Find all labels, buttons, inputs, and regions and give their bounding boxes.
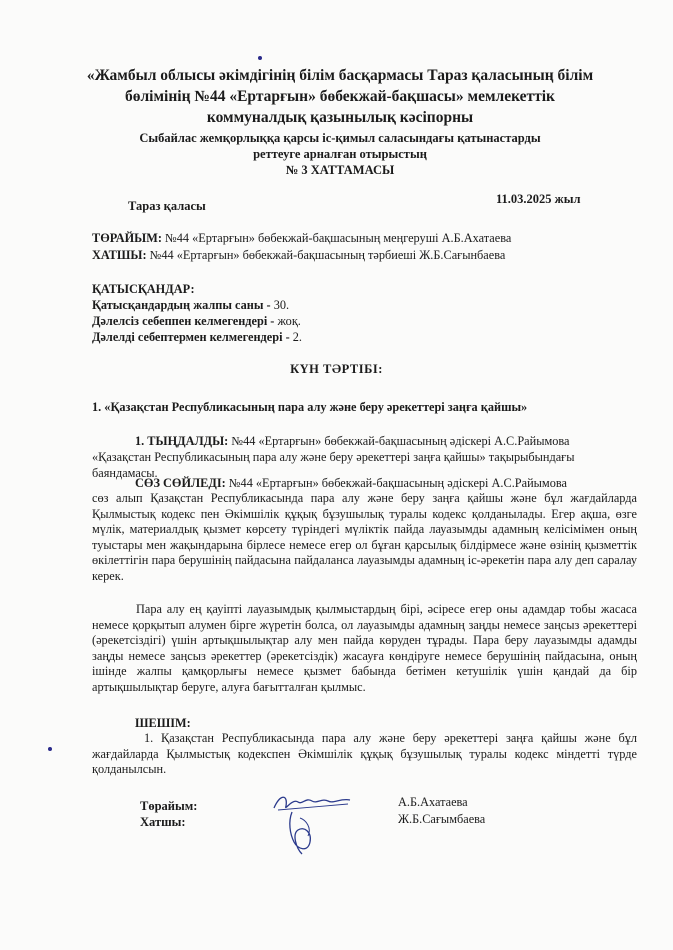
agenda-title: КҮН ТӘРТІБІ: bbox=[290, 362, 383, 376]
secretary-name: Ж.Б.Сағымбаева bbox=[398, 812, 486, 826]
listened-text-1: №44 «Ертарғын» бөбекжай-бақшасының әдіскері А.С.Райымова bbox=[228, 434, 570, 448]
chair-name: А.Б.Ахатаева bbox=[398, 795, 468, 809]
chair-signature-label: Төрайым: bbox=[140, 799, 198, 813]
chair-label: ТӨРАЙЫМ: bbox=[92, 231, 162, 245]
listened-line-1 bbox=[135, 433, 635, 449]
listened-line-2: «Қазақстан Республикасының пара алу және беру әрекеттері заңға қайшы» тақырыбындағы bbox=[92, 450, 575, 464]
agenda-item-1: 1. «Қазақстан Республикасының пара алу және беру әрекеттері заңға қайшы» bbox=[92, 400, 528, 414]
decision-title: ШЕШІМ: bbox=[135, 716, 191, 730]
listened-label: 1. ТЫҢДАЛДЫ: bbox=[135, 434, 229, 448]
absent-no-reason-value: жоқ. bbox=[274, 314, 301, 328]
decision-text: 1. Қазақстан Республикасында пара алу және беру әрекеттері заңға қайшы және бұл жағдайларда Қылмыстық кодекспен Әкімшілік құқық бұзушылық туралы кодекс міндетті түрде қолданылсын. bbox=[92, 731, 637, 776]
spoke-label: СӨЗ СӨЙЛЕДІ: bbox=[135, 476, 226, 490]
ink-dot bbox=[258, 56, 262, 60]
meeting-subtitle-line-1: Сыбайлас жемқорлыққа қарсы іс-қимыл саласындағы қатынастарды bbox=[139, 131, 541, 145]
absent-no-reason bbox=[92, 313, 301, 329]
spoke-first: №44 «Ертарғын» бөбекжай-бақшасының әдіскері А.С.Райымова bbox=[225, 476, 567, 490]
secretary-signature-label: Хатшы: bbox=[140, 815, 186, 829]
secretary-line bbox=[92, 247, 612, 263]
protocol-number: № 3 ХАТТАМАСЫ bbox=[285, 163, 395, 177]
absent-with-reason bbox=[92, 329, 302, 345]
spoke-paragraph-2: Пара алу ең қауіпті лауазымдық қылмыстардың бірі, әсіресе егер оны адамдар тобы жасаса немесе қорқытып алумен бірге жүретін болса, ол лауазымды адамның заңды немесе заңсыз әрекеттері (әрекетсіздігі) үшін артықшылықтар алу мен пайда көруден тұрады. Пара беру лауазымды адамды заңды немесе заңсыз әрекеттер (әрекетсіздік) жасауға көндіруге немесе берушінің пайдасына, оның ішінде жалпы қамқорлығы немесе қызмет бабында бетімен кетушілік үшін қандай да бір артықшылықтар беруге, алуға бағытталған қылмыс. bbox=[92, 602, 637, 694]
date: 11.03.2025 жыл bbox=[496, 192, 581, 206]
meeting-subtitle bbox=[120, 130, 560, 178]
absent-no-reason-label: Дәлелсіз себеппен келмегендері - bbox=[92, 314, 275, 328]
absent-with-reason-value: 2. bbox=[289, 330, 302, 344]
chair-line bbox=[92, 230, 612, 246]
listened-line-3: баяндамасы. bbox=[92, 466, 158, 480]
meeting-subtitle-line-2: реттеуге арналған отырыстың bbox=[253, 147, 427, 161]
place: Тараз қаласы bbox=[128, 199, 206, 213]
absent-with-reason-label: Дәлелді себептермен келмегендері - bbox=[92, 330, 290, 344]
spoke-line-1 bbox=[135, 475, 635, 491]
secretary-label: ХАТШЫ: bbox=[92, 248, 147, 262]
participants-title: ҚАТЫСҚАНДАР: bbox=[92, 282, 195, 296]
participants-total-label: Қатысқандардың жалпы саны - bbox=[92, 298, 271, 312]
chair-text: №44 «Ертарғын» бөбекжай-бақшасының меңгеруші А.Б.Ахатаева bbox=[165, 231, 512, 245]
ink-dot bbox=[48, 747, 52, 751]
secretary-text: №44 «Ертарғын» бөбекжай-бақшасының тәрбиеші Ж.Б.Сағынбаева bbox=[149, 248, 506, 262]
participants-total bbox=[92, 297, 289, 313]
participants-total-value: 30. bbox=[270, 298, 290, 312]
secretary-signature bbox=[278, 808, 328, 858]
spoke-body: сөз алып Қазақстан Республикасында пара алу және беру заңға қайшы және бұл жағдайларда Қылмыстық кодекс пен Әкімшілік құқық бұзушылық туралы кодекс қолданылады. Егер ақша, өзге мүлік, материалдық қызмет көрсету түріндегі мүліктік пайда лауазымды адамның келісімімен оның туыстары мен жақындарына бірлесе немесе егер ол бұған қарсылық білдірмесе және өзінің қызметтік өкілеттігін пара берушінің пайдасына пайдаланса лауазымды адамның іс-әрекетін пара алу деп саралау керек. bbox=[92, 491, 637, 583]
organization-title: «Жамбыл облысы әкімдігінің білім басқармасы Тараз қаласының білім бөлімінің №44 «Ертарғын» бөбекжай-бақшасы» мемлекеттік коммуналдық қазынылық кәсіпорны bbox=[86, 67, 594, 126]
